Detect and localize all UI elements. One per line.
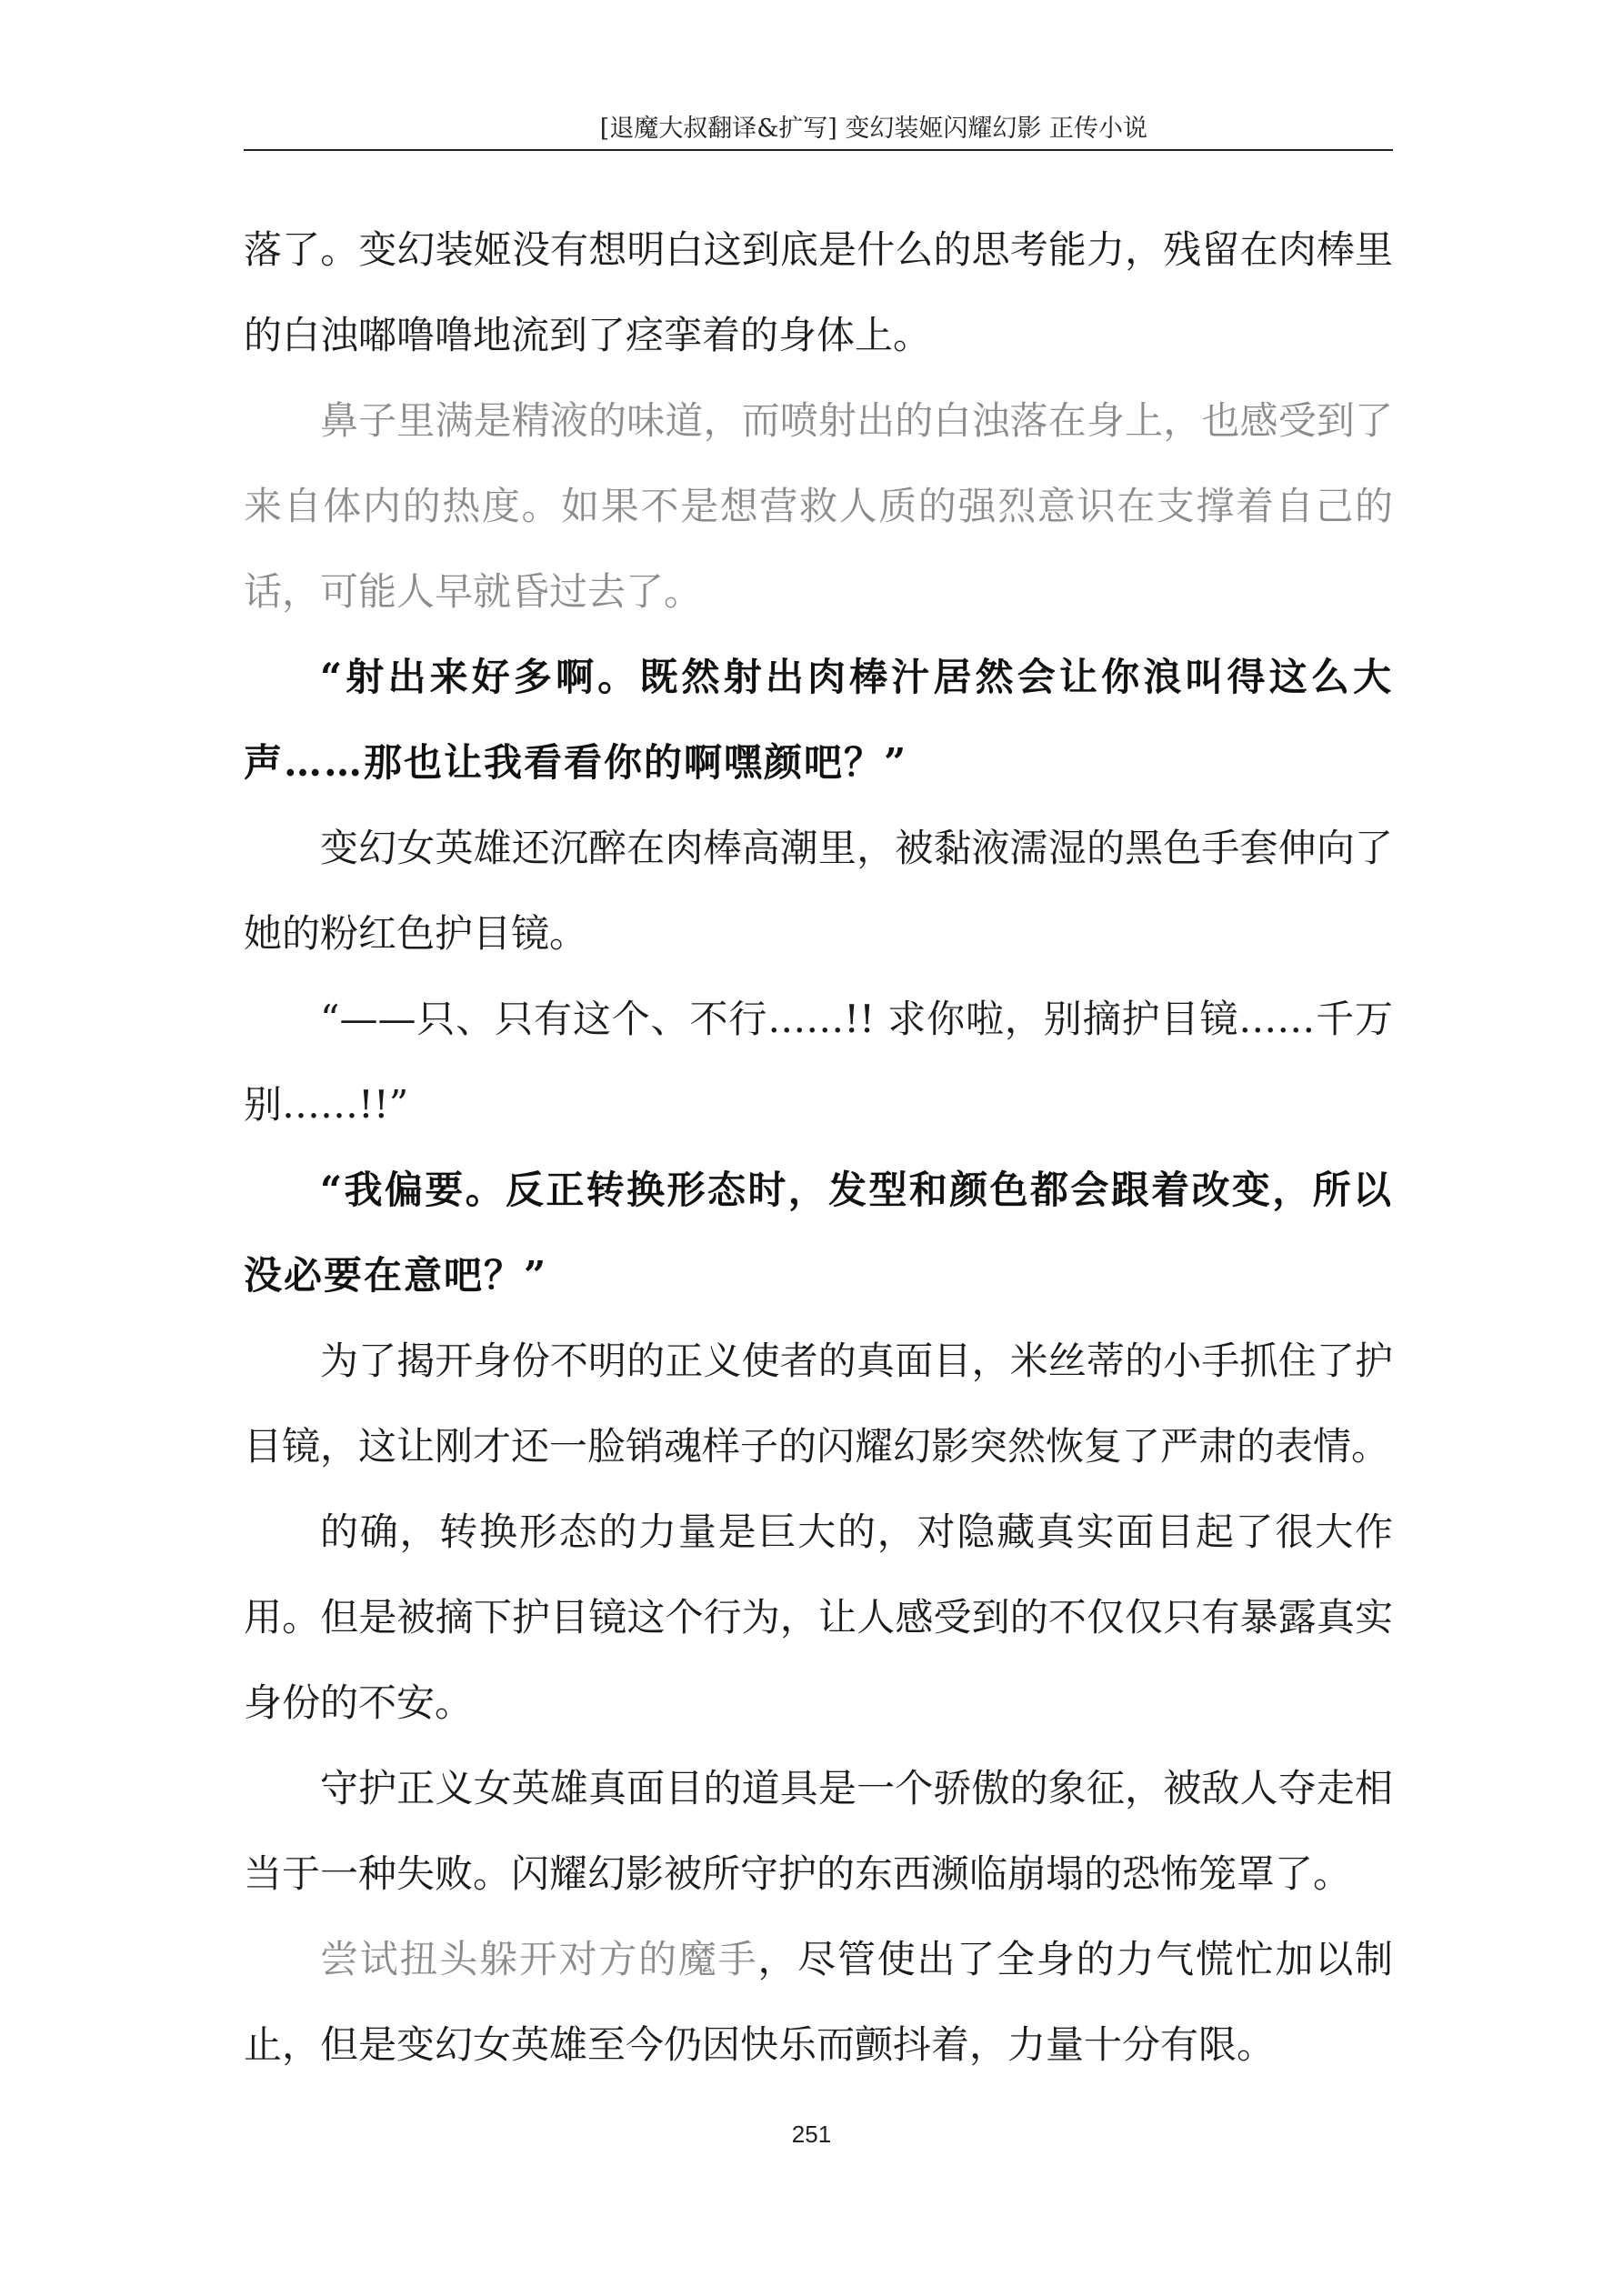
- faded-lead-text: 尝试扭头躲开对方的魔手: [320, 1937, 758, 1981]
- paragraph-narration: 为了揭开身份不明的正义使者的真面目，米丝蒂的小手抓住了护目镜，这让刚才还一脸销魂样子的闪耀幻影突然恢复了严肃的表情。: [244, 1338, 1393, 1469]
- paragraph-rest-text: ，尽管使出了全身的力气慌忙加以制止，但是变幻女英雄至今仍因快乐而颤抖着，力量十分有限。: [244, 1937, 1393, 2067]
- running-header: [退魔大叔翻译&扩写] 变幻装姬闪耀幻影 正传小说: [599, 115, 1147, 143]
- paragraph-narration: 变幻女英雄还沉醉在肉棒高潮里，被黏液濡湿的黑色手套伸向了她的粉红色护目镜。: [244, 826, 1393, 956]
- paragraph-narration: 的确，转换形态的力量是巨大的，对隐藏真实面目起了很大作用。但是被摘下护目镜这个行为，让人感受到的不仅仅只有暴露真实身份的不安。: [244, 1509, 1393, 1725]
- paragraph-narration: 鼻子里满是精液的味道，而喷射出的白浊落在身上，也感受到了来自体内的热度。如果不是想营救人质的强烈意识在支撑着自己的话，可能人早就昏过去了。: [244, 398, 1393, 614]
- header-rule: [244, 149, 1393, 151]
- novel-body: [244, 207, 1393, 2088]
- paragraph-dialogue-heroine: “——只、只有这个、不行……!! 求你啦，别摘护目镜……千万别……!!”: [244, 997, 1393, 1127]
- paragraph-narration: [244, 1917, 1393, 2088]
- paragraph-dialogue-misty: “我偏要。反正转换形态时，发型和颜色都会跟着改变，所以没必要在意吧？”: [244, 1168, 1393, 1298]
- paragraph-continuation: 落了。变幻装姬没有想明白这到底是什么的思考能力，残留在肉棒里的白浊嘟噜噜地流到了痉挛着的身体上。: [244, 227, 1393, 357]
- page-number: 251: [791, 2121, 832, 2148]
- paragraph-narration: 守护正义女英雄真面目的道具是一个骄傲的象征，被敌人夺走相当于一种失败。闪耀幻影被所守护的东西濒临崩塌的恐怖笼罩了。: [244, 1766, 1393, 1896]
- paragraph-dialogue-misty: “射出来好多啊。既然射出肉棒汁居然会让你浪叫得这么大声……那也让我看看你的啊嘿颜吧？”: [244, 655, 1393, 785]
